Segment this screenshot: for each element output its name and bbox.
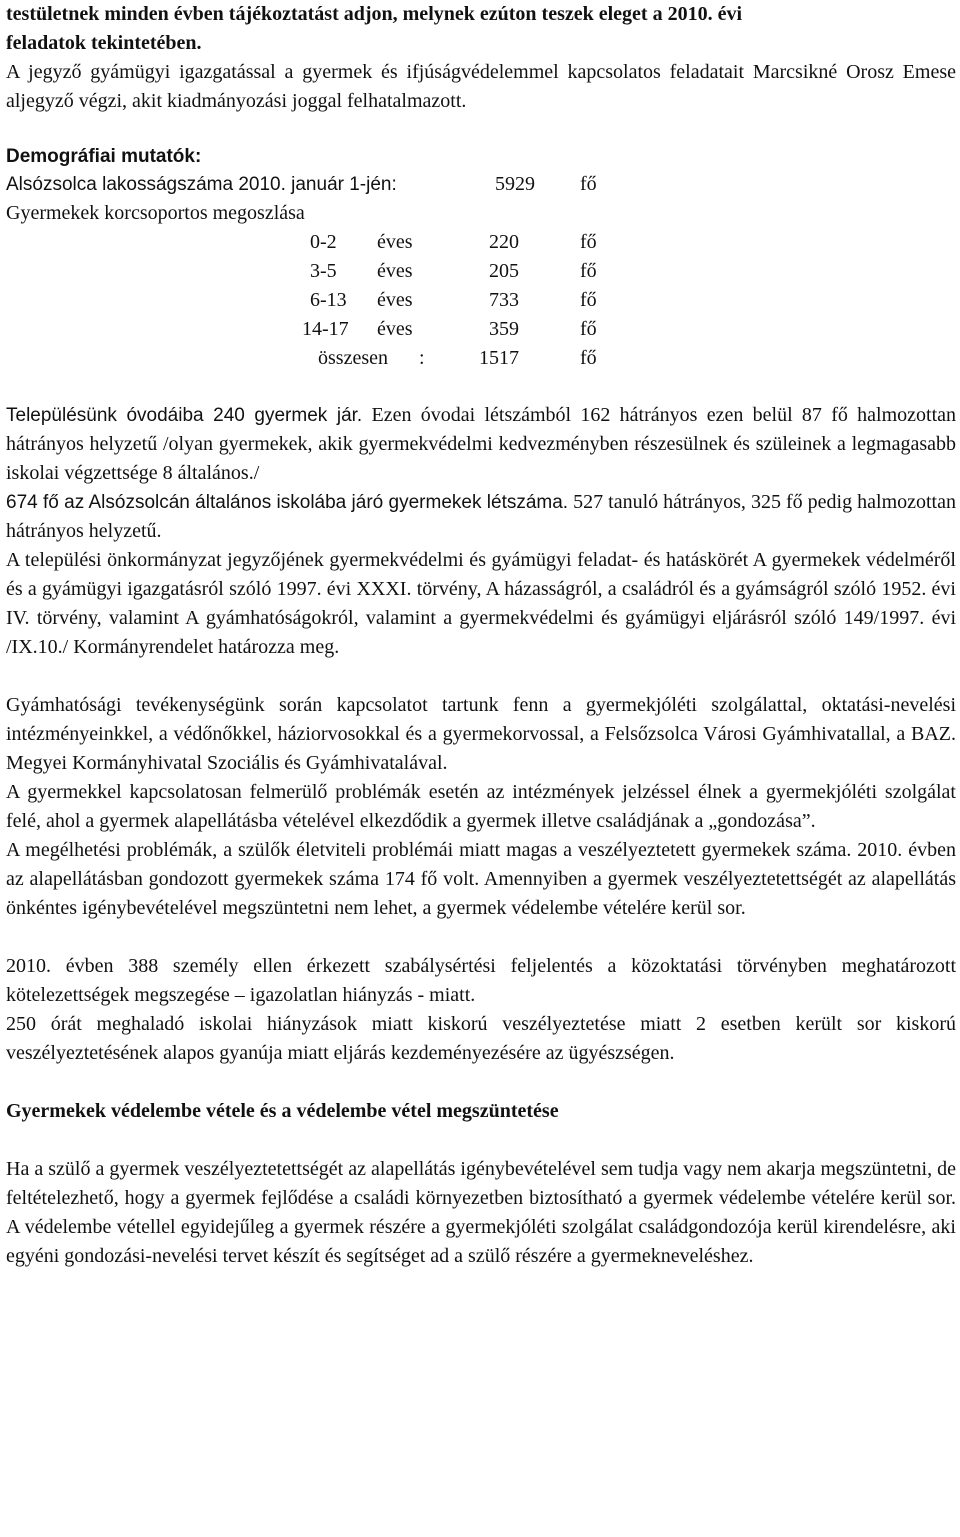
age-range: 6-13 — [310, 289, 347, 311]
authority-paragraph: A települési önkormányzat jegyzőjének gyermekvédelmi és gyámügyi feladat- és hatáskörét A gyermekek védelméről és a gyámügyi igazgatásról szóló 1997. évi XXXI. törvény, A házasságról, a családról és a gyámságról szóló 1952. évi IV. törvény, valamint A gyámhatóságokról, valamint a gyermekvédelmi és gyámügyi eljárásról szóló 149/1997. évi /IX.10./ Kormányrendelet határozza meg. — [6, 549, 956, 658]
age-range: 14-17 — [302, 318, 349, 340]
age-count-unit: fő — [580, 260, 597, 282]
total-colon: : — [419, 347, 425, 369]
school-lead: 674 fő az Alsózsolcán általános iskolába járó gyermekek létszáma. — [6, 492, 569, 513]
intro-block — [6, 0, 956, 116]
school-rest: 527 tanuló hátrányos, 325 fő pedig halmozottan hátrányos helyzetű. — [6, 491, 956, 542]
kindergarten-rest: Ezen óvodai létszámból 162 hátrányos ezen belül 87 fő halmozottan hátrányos helyzetű /olyan gyermekek, akik gyermekvédelmi kedvezményben részesülnek és szüleinek a legmagasabb iskolai végzettsége 8 általános./ — [6, 404, 956, 484]
age-breakdown-label: Gyermekek korcsoportos megoszlása — [6, 202, 305, 224]
age-range: 3-5 — [310, 260, 337, 282]
protection-heading: Gyermekek védelembe vétele és a védelembe vétel megszüntetése — [6, 1100, 559, 1122]
population-unit: fő — [580, 173, 597, 195]
age-count-unit: fő — [580, 289, 597, 311]
age-unit: éves — [377, 260, 413, 282]
age-group-table — [6, 228, 706, 373]
age-unit: éves — [377, 289, 413, 311]
demographics-heading: Demográfiai mutatók: — [6, 146, 202, 167]
total-label: összesen — [318, 347, 388, 369]
reports-paragraph: 2010. évben 388 személy ellen érkezett szabálysértési feljelentés a közoktatási törvényben meghatározott kötelezettségek megszegése – igazolatlan hiányzás - miatt. — [6, 955, 956, 1006]
absences-paragraph: 250 órát meghaladó iskolai hiányzások miatt kiskorú veszélyeztetése miatt 2 esetben került sor kiskorú veszélyeztetésének alapos gyanúja miatt eljárás kezdeményezésére az ügyészségen. — [6, 1013, 956, 1064]
protection-paragraph: Ha a szülő a gyermek veszélyeztetettségét az alapellátás igénybevételével sem tudja vagy nem akarja megszüntetni, de feltételezhető, hogy a gyermek fejlődése a családi környezetben biztosítható a gyermek védelembe vételére kerül sor. A védelembe vétellel egyidejűleg a gyermek részére a gyermekjóléti szolgálat családgondozója kerül kirendelésre, aki egyéni gondozási-nevelési tervet készít és segítséget ad a szülő részére a gyermekneveléshez. — [6, 1158, 956, 1267]
age-count: 205 — [489, 260, 519, 282]
cooperation-paragraph: Gyámhatósági tevékenységünk során kapcsolatot tartunk fenn a gyermekjóléti szolgálattal, oktatási-nevelési intézményeinkkel, a védőnőkkel, háziorvosokkal és a gyermekorvossal, a Felsőzsolca Városi Gyámhivatallal, a BAZ. Megyei Kormányhivatal Szociális és Gyámhivatalával. — [6, 694, 956, 774]
age-group-row — [6, 257, 706, 286]
age-count-unit: fő — [580, 318, 597, 340]
spacer — [6, 1126, 956, 1155]
age-count: 733 — [489, 289, 519, 311]
age-group-row — [6, 315, 706, 344]
spacer — [6, 1068, 956, 1097]
age-group-row — [6, 286, 706, 315]
school-paragraph — [6, 488, 956, 546]
age-unit: éves — [377, 231, 413, 253]
population-label: Alsózsolca lakosságszáma 2010. január 1-jén: — [6, 174, 397, 195]
age-unit: éves — [377, 318, 413, 340]
livelihood-paragraph: A megélhetési problémák, a szülők életviteli problémái miatt magas a veszélyeztetett gyermekek száma. 2010. évben az alapellátásban gondozott gyermekek száma 174 fő volt. Amennyiben a gyermek veszélyeztetettségét az alapellátás önkéntes igénybevételével megszüntetni nem lehet, a gyermek védelembe vételére kerül sor. — [6, 839, 956, 919]
age-count-unit: fő — [580, 231, 597, 253]
kindergarten-lead: Településünk óvodáiba 240 gyermek jár. — [6, 405, 363, 426]
body-block — [6, 401, 956, 1271]
total-unit: fő — [580, 347, 597, 369]
age-count: 359 — [489, 318, 519, 340]
age-total-row — [6, 344, 706, 373]
kindergarten-paragraph — [6, 401, 956, 488]
population-row — [6, 170, 706, 199]
intro-line-2: feladatok tekintetében. — [6, 32, 202, 54]
age-count: 220 — [489, 231, 519, 253]
spacer — [6, 923, 956, 952]
intro-paragraph: A jegyző gyámügyi igazgatással a gyermek és ifjúságvédelemmel kapcsolatos feladatait Marcsikné Orosz Emese aljegyző végzi, akit kiadmányozási joggal felhatalmazott. — [6, 61, 956, 112]
total-value: 1517 — [479, 347, 519, 369]
spacer — [6, 662, 956, 691]
age-group-row — [6, 228, 706, 257]
age-range: 0-2 — [310, 231, 337, 253]
intro-line-1: testületnek minden évben tájékoztatást adjon, melynek ezúton teszek eleget a 2010. évi — [6, 3, 743, 25]
population-value: 5929 — [495, 173, 535, 195]
problems-paragraph: A gyermekkel kapcsolatosan felmerülő problémák esetén az intézmények jelzéssel élnek a gyermekjóléti szolgálat felé, ahol a gyermek alapellátásba vételével elkezdődik a gyermek illetve családjának a „gondozása”. — [6, 781, 956, 832]
